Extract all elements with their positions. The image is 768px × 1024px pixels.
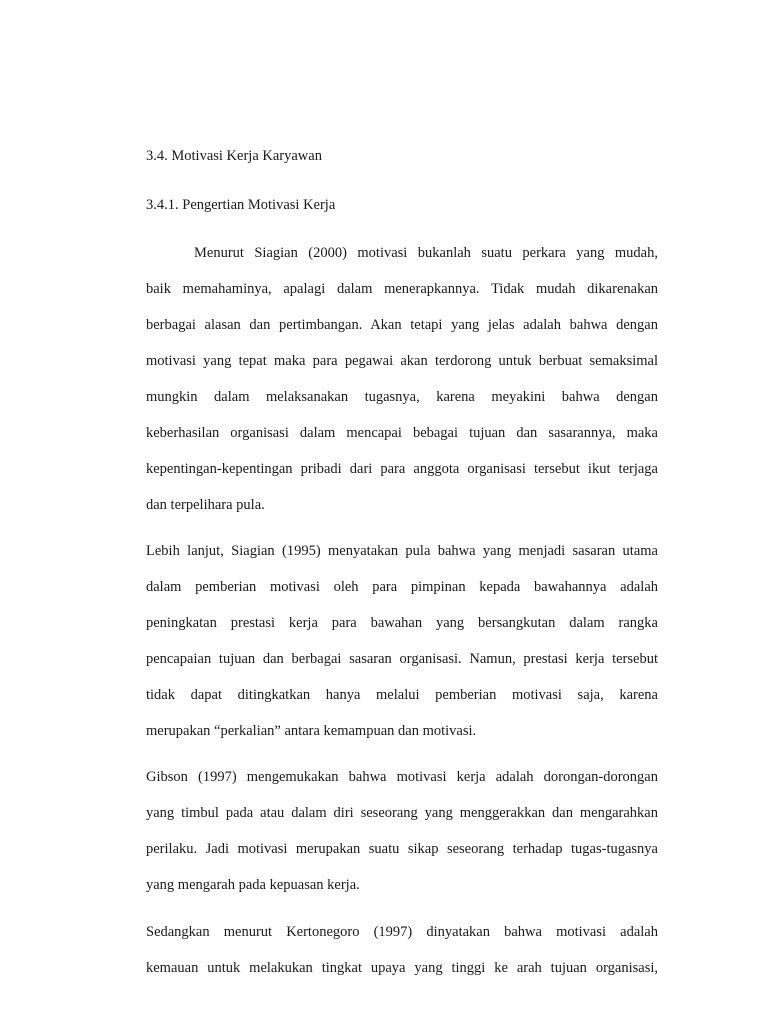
paragraph-siagian-1995 — [146, 542, 658, 758]
paragraph-kertonegoro-1997 — [146, 923, 658, 959]
paragraph-line: kepentingan-kepentingan pribadi dari para anggota organisasi tersebut ikut terjaga — [146, 461, 658, 477]
paragraph-line: tidak dapat ditingkatkan hanya melalui pemberian motivasi saja, karena — [146, 687, 658, 703]
paragraph-line: perilaku. Jadi motivasi merupakan suatu sikap seseorang terhadap tugas-tugasnya — [146, 841, 658, 857]
paragraph-line: merupakan “perkalian” antara kemampuan dan motivasi. — [146, 723, 477, 739]
paragraph-line: berbagai alasan dan pertimbangan. Akan tetapi yang jelas adalah bahwa dengan — [146, 317, 658, 333]
paragraph-siagian-2000 — [146, 244, 658, 532]
paragraph-line: Sedangkan menurut Kertonegoro (1997) dinyatakan bahwa motivasi adalah — [146, 924, 658, 940]
paragraph-line: dalam pemberian motivasi oleh para pimpinan kepada bawahannya adalah — [146, 579, 658, 595]
paragraph-line: pencapaian tujuan dan berbagai sasaran organisasi. Namun, prestasi kerja tersebut — [146, 651, 658, 667]
paragraph-line: keberhasilan organisasi dalam mencapai bebagai tujuan dan sasarannya, maka — [146, 425, 658, 441]
paragraph-line: Menurut Siagian (2000) motivasi bukanlah suatu perkara yang mudah, — [194, 245, 658, 261]
paragraph-line: yang mengarah pada kepuasan kerja. — [146, 877, 360, 893]
paragraph-line: kemauan untuk melakukan tingkat upaya yang tinggi ke arah tujuan organisasi, — [146, 960, 658, 976]
paragraph-gibson-1997 — [146, 768, 658, 912]
section-heading: 3.4. Motivasi Kerja Karyawan — [146, 148, 322, 164]
paragraph-line: baik memahaminya, apalagi dalam menerapkannya. Tidak mudah dikarenakan — [146, 281, 658, 297]
paragraph-line: mungkin dalam melaksanakan tugasnya, karena meyakini bahwa dengan — [146, 389, 658, 405]
paragraph-line: Gibson (1997) mengemukakan bahwa motivasi kerja adalah dorongan-dorongan — [146, 769, 658, 785]
subsection-heading: 3.4.1. Pengertian Motivasi Kerja — [146, 197, 336, 213]
paragraph-line: peningkatan prestasi kerja para bawahan yang bersangkutan dalam rangka — [146, 615, 658, 631]
paragraph-kertonegoro-continued — [146, 959, 658, 995]
paragraph-line: motivasi yang tepat maka para pegawai akan terdorong untuk berbuat semaksimal — [146, 353, 658, 369]
paragraph-line: Lebih lanjut, Siagian (1995) menyatakan pula bahwa yang menjadi sasaran utama — [146, 543, 658, 559]
paragraph-line: yang timbul pada atau dalam diri seseorang yang menggerakkan dan mengarahkan — [146, 805, 658, 821]
paragraph-line: dan terpelihara pula. — [146, 497, 265, 513]
